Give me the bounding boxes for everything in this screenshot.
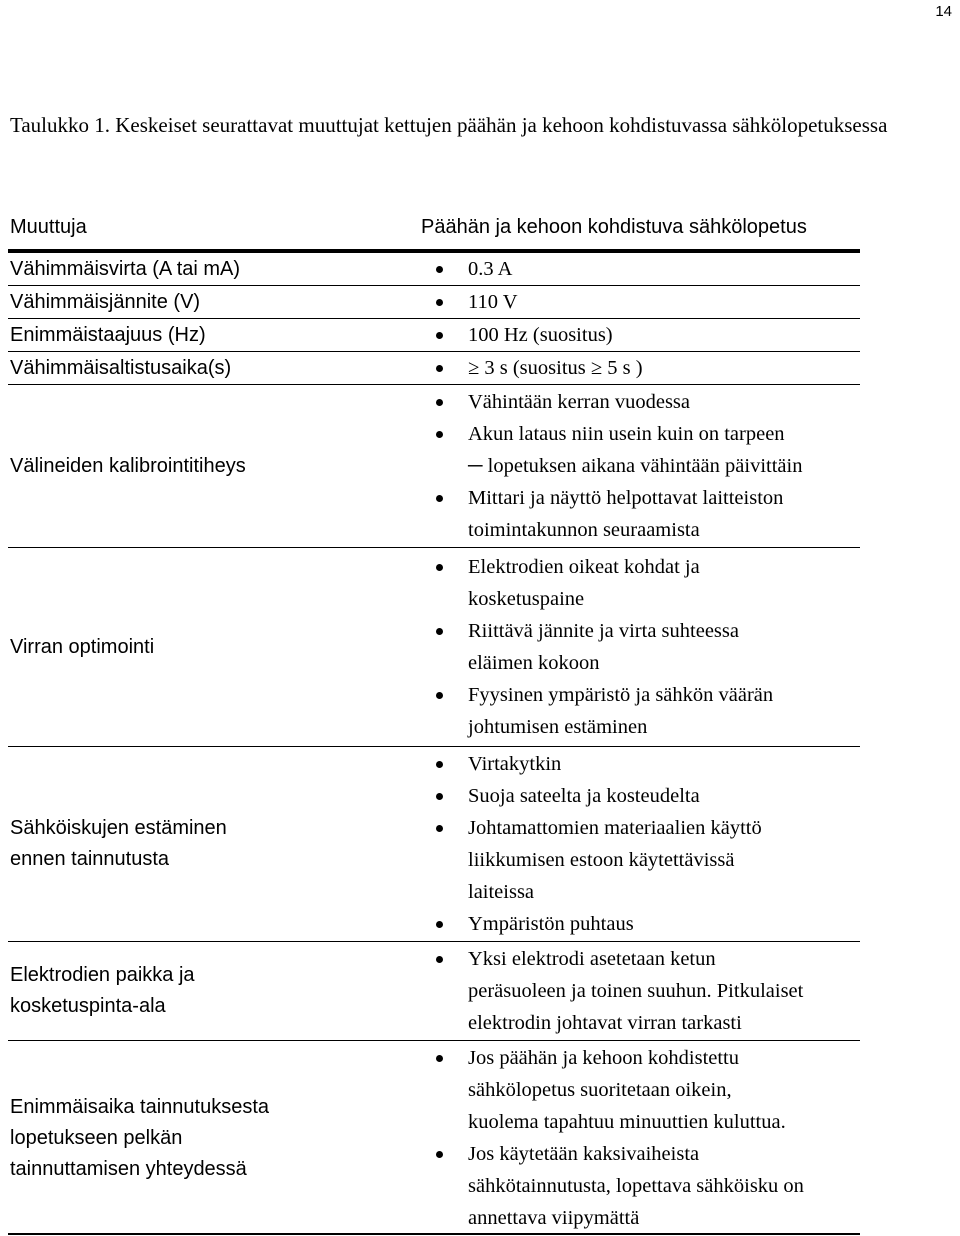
variable-label-line: Välineiden kalibrointitiheys xyxy=(10,454,246,477)
bullet-icon xyxy=(413,908,468,940)
header-variable: Muuttuja xyxy=(10,215,87,238)
variable-label-line: kosketuspinta-ala xyxy=(10,995,166,1017)
list-item-line: 100 Hz (suositus) xyxy=(468,324,613,346)
requirement-list xyxy=(413,943,860,1039)
list-item xyxy=(413,319,860,351)
list-item-line: annettava viipymättä xyxy=(468,1207,640,1229)
table-row xyxy=(8,385,860,548)
variable-label-line: Elektrodien paikka ja xyxy=(10,964,195,986)
list-item-text xyxy=(468,253,860,285)
list-item-text xyxy=(468,551,860,615)
table-row xyxy=(8,319,860,352)
list-item xyxy=(413,482,860,546)
bullet-icon xyxy=(413,1138,468,1170)
bullet-icon xyxy=(413,943,468,975)
table-row xyxy=(8,942,860,1041)
list-item-line: ≥ 3 s (suositus ≥ 5 s ) xyxy=(468,357,643,379)
list-item-line: 0.3 A xyxy=(468,258,513,280)
list-item-line: peräsuoleen ja toinen suuhun. Pitkulaiset xyxy=(468,980,804,1002)
list-item-text xyxy=(468,780,860,812)
list-item-text xyxy=(468,1138,860,1234)
list-item xyxy=(413,748,860,780)
requirement-list xyxy=(413,551,860,743)
variables-table xyxy=(8,205,860,1235)
variable-label-line: ennen tainnutusta xyxy=(10,848,170,870)
list-item-line: Virtakytkin xyxy=(468,753,562,775)
header-stunning: Päähän ja kehoon kohdistuva sähkölopetus xyxy=(421,215,807,238)
list-item-line: Riittävä jännite ja virta suhteessa xyxy=(468,620,739,642)
list-item-line: Elektrodien oikeat kohdat ja xyxy=(468,556,700,578)
table-row xyxy=(8,352,860,385)
table-row xyxy=(8,747,860,942)
list-item-line: kosketuspaine xyxy=(468,588,585,610)
list-item-line: johtumisen estäminen xyxy=(468,716,648,738)
list-item-line: liikkumisen estoon käytettävissä xyxy=(468,849,735,871)
variable-label xyxy=(8,748,413,940)
list-item xyxy=(413,679,860,743)
list-item-line: toimintakunnon seuraamista xyxy=(468,519,700,541)
list-item-line: Vähintään kerran vuodessa xyxy=(468,391,690,413)
variable-label xyxy=(8,943,413,1039)
list-item-text xyxy=(468,319,860,351)
list-item-line: kuolema tapahtuu minuuttien kuluttua. xyxy=(468,1111,786,1133)
bullet-icon xyxy=(413,253,468,285)
list-item-text xyxy=(468,1042,860,1138)
list-item-line: Johtamattomien materiaalien käyttö xyxy=(468,817,762,839)
bullet-icon xyxy=(413,482,468,514)
variable-label xyxy=(8,352,413,384)
list-item-text xyxy=(468,352,860,384)
bullet-icon xyxy=(413,748,468,780)
list-item-text xyxy=(468,286,860,318)
list-item-line: Ympäristön puhtaus xyxy=(468,913,634,935)
list-item xyxy=(413,551,860,615)
list-item-line: elektrodin johtavat virran tarkasti xyxy=(468,1012,742,1034)
requirement-list xyxy=(413,286,860,318)
list-item xyxy=(413,253,860,285)
list-item xyxy=(413,780,860,812)
variable-label xyxy=(8,551,413,743)
list-item-line: 110 V xyxy=(468,291,518,313)
requirement-list xyxy=(413,386,860,546)
variable-label-line: tainnuttamisen yhteydessä xyxy=(10,1157,247,1180)
variable-label xyxy=(8,386,413,546)
list-item-line: sähkötainnutusta, lopettava sähköisku on xyxy=(468,1175,804,1197)
bullet-icon xyxy=(413,1042,468,1074)
bullet-icon xyxy=(413,352,468,384)
list-item-line: Jos päähän ja kehoon kohdistettu xyxy=(468,1047,740,1069)
requirement-list xyxy=(413,253,860,285)
page-number: 14 xyxy=(935,3,952,20)
bullet-icon xyxy=(413,812,468,844)
list-item-line: eläimen kokoon xyxy=(468,652,600,674)
table-row xyxy=(8,253,860,286)
table-row xyxy=(8,286,860,319)
variable-label-line: Vähimmäisaltistusaika(s) xyxy=(10,356,232,379)
variable-label xyxy=(8,253,413,285)
list-item-text xyxy=(468,812,860,908)
bullet-icon xyxy=(413,780,468,812)
list-item-line: Fyysinen ympäristö ja sähkön väärän xyxy=(468,684,774,706)
list-item xyxy=(413,286,860,318)
requirement-list xyxy=(413,352,860,384)
variable-label-line: Vähimmäisjännite (V) xyxy=(10,290,201,313)
requirement-list xyxy=(413,319,860,351)
list-item-line: Yksi elektrodi asetetaan ketun xyxy=(468,948,716,970)
list-item xyxy=(413,386,860,418)
list-item-text xyxy=(468,679,860,743)
list-item-line: Akun lataus niin usein kuin on tarpeen xyxy=(468,423,785,445)
variable-label-line: lopetukseen pelkän xyxy=(10,1126,183,1149)
variable-label-line: Enimmäistaajuus (Hz) xyxy=(10,323,206,346)
list-item xyxy=(413,1138,860,1234)
list-item-text xyxy=(468,482,860,546)
list-item-line: Suoja sateelta ja kosteudelta xyxy=(468,785,700,807)
list-item-text xyxy=(468,748,860,780)
table-header xyxy=(8,205,860,253)
list-item-text xyxy=(468,943,860,1039)
list-item xyxy=(413,418,860,482)
list-item xyxy=(413,615,860,679)
list-item-text xyxy=(468,418,860,482)
list-item xyxy=(413,812,860,908)
table-row xyxy=(8,1041,860,1235)
requirement-list xyxy=(413,1042,860,1234)
bullet-icon xyxy=(413,319,468,351)
variable-label xyxy=(8,286,413,318)
list-item-text xyxy=(468,908,860,940)
variable-label-line: Vähimmäisvirta (A tai mA) xyxy=(10,257,241,280)
list-item-line: sähkölopetus suoritetaan oikein, xyxy=(468,1079,732,1101)
bullet-icon xyxy=(413,679,468,711)
bullet-icon xyxy=(413,386,468,418)
table-row xyxy=(8,548,860,747)
list-item-line: laiteissa xyxy=(468,881,535,903)
list-item xyxy=(413,1042,860,1138)
list-item xyxy=(413,352,860,384)
variable-label-line: Sähköiskujen estäminen xyxy=(10,817,227,839)
bullet-icon xyxy=(413,615,468,647)
list-item xyxy=(413,943,860,1039)
bullet-icon xyxy=(413,551,468,583)
bottom-rule xyxy=(8,1233,860,1235)
bullet-icon xyxy=(413,418,468,450)
table-body xyxy=(8,253,860,1235)
list-item-line: Mittari ja näyttö helpottavat laitteiston xyxy=(468,487,784,509)
table-caption: Taulukko 1. Keskeiset seurattavat muuttujat kettujen päähän ja kehoon kohdistuvassa sähkölopetuksessa xyxy=(10,113,888,137)
bullet-icon xyxy=(413,286,468,318)
list-item-line: Jos käytetään kaksivaiheista xyxy=(468,1143,700,1165)
list-item-text xyxy=(468,615,860,679)
variable-label-line: Enimmäisaika tainnutuksesta xyxy=(10,1095,270,1118)
variable-label xyxy=(8,319,413,351)
list-item-text xyxy=(468,386,860,418)
variable-label xyxy=(8,1042,413,1234)
list-item xyxy=(413,908,860,940)
requirement-list xyxy=(413,748,860,940)
list-item-line: ─ lopetuksen aikana vähintään päivittäin xyxy=(468,455,803,477)
variable-label-line: Virran optimointi xyxy=(10,635,155,658)
